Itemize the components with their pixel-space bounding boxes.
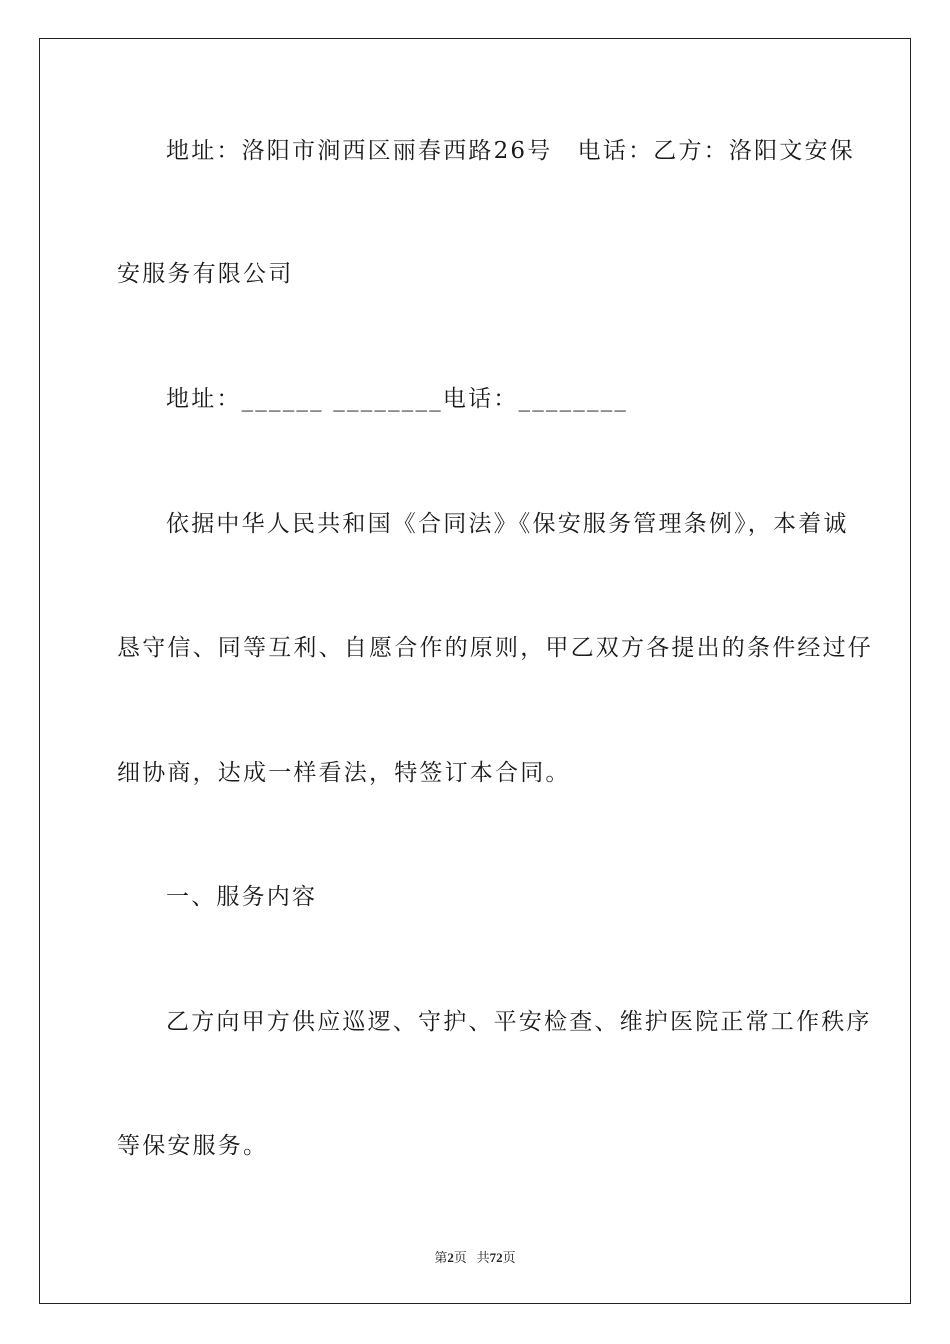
service-paragraph-line-2: 等保安服务。 <box>117 1133 269 1159</box>
address-line-party-b: 地址：______ ________电话：________ <box>166 386 629 412</box>
footer-total-prefix: 共 <box>476 1250 490 1265</box>
footer-total-pages: 72 <box>489 1250 503 1265</box>
service-paragraph-line-1: 乙方向甲方供应巡逻、守护、平安检查、维护医院正常工作秩序 <box>166 1009 872 1035</box>
page-border <box>39 38 911 1304</box>
basis-paragraph-line-1: 依据中华人民共和国《合同法》《保安服务管理条例》，本着诚 <box>166 511 849 537</box>
company-name-continuation: 安服务有限公司 <box>117 261 294 287</box>
footer-total-suffix: 页 <box>502 1250 516 1265</box>
basis-paragraph-line-2: 恳守信、同等互利、自愿合作的原则，甲乙双方各提出的条件经过仔 <box>117 635 873 661</box>
basis-paragraph-line-3: 细协商，达成一样看法，特签订本合同。 <box>117 760 571 786</box>
footer-page-number: 2 <box>447 1250 454 1265</box>
footer-page-prefix: 第 <box>434 1250 448 1265</box>
footer-page-suffix: 页 <box>453 1250 467 1265</box>
page-footer <box>0 1247 950 1266</box>
address-line-party-a: 地址：洛阳市涧西区丽春西路26号 电话：乙方：洛阳文安保 <box>166 138 855 164</box>
section-heading-service-content: 一、服务内容 <box>166 884 318 910</box>
